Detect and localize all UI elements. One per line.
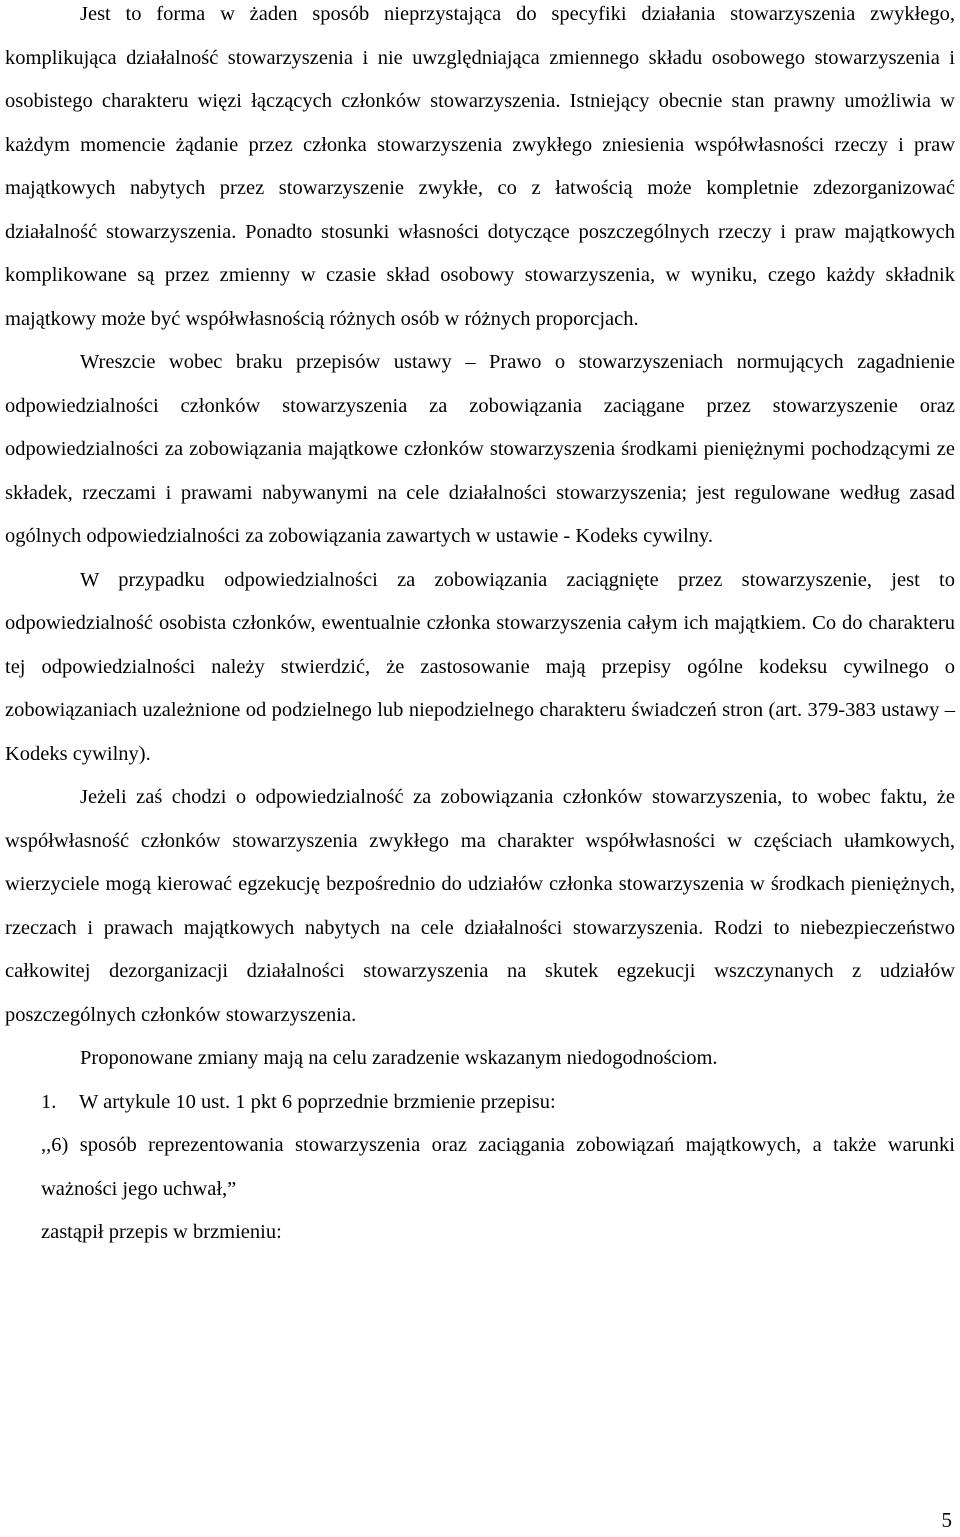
list-item-text: W artykule 10 ust. 1 pkt 6 poprzednie brzmienie przepisu: bbox=[79, 1090, 556, 1113]
closing-line: zastąpił przepis w brzmieniu: bbox=[41, 1221, 282, 1243]
paragraph-2: Wreszcie wobec braku przepisów ustawy – Prawo o stowarzyszeniach normujących zagadnienie odpowiedzialności członków stowarzyszenia za zobowiązania zaciągane przez stowarzyszenie oraz odpowiedzialności za zobowiązania majątkowe członków stowarzyszenia środkami pieniężnymi pochodzącymi ze składek, rzeczami i prawami nabywanymi na cele działalności stowarzyszenia; jest regulowane według zasad ogólnych odpowiedzialności za zobowiązania zawartych w ustawie - Kodeks cywilny. bbox=[5, 351, 955, 547]
paragraph-4: Jeżeli zaś chodzi o odpowiedzialność za zobowiązania członków stowarzyszenia, to wobec faktu, że współwłasność członków stowarzyszenia zwykłego ma charakter współwłasności w częściach ułamkowych, wierzyciele mogą kierować egzekucję bezpośrednio do udziałów członka stowarzyszenia w środkach pieniężnych, rzeczach i prawach majątkowych nabytych na cele działalności stowarzyszenia. Rodzi to niebezpieczeństwo całkowitej dezorganizacji działalności stowarzyszenia na skutek egzekucji wszczynanych z udziałów poszczególnych członków stowarzyszenia. bbox=[5, 786, 955, 1026]
paragraph-5: Proponowane zmiany mają na celu zaradzenie wskazanym niedogodnościom. bbox=[80, 1047, 718, 1069]
page-number: 5 bbox=[941, 1508, 952, 1532]
list-item-1 bbox=[5, 1081, 955, 1125]
paragraph-3: W przypadku odpowiedzialności za zobowiązania zaciągnięte przez stowarzyszenie, jest to odpowiedzialność osobista członków, ewentualnie członka stowarzyszenia całym ich majątkiem. Co do charakteru tej odpowiedzialności należy stwierdzić, że zastosowanie mają przepisy ogólne kodeksu cywilnego o zobowiązaniach uzależnione od podzielnego lub niepodzielnego charakteru świadczeń stron (art. 379-383 ustawy – Kodeks cywilny). bbox=[5, 568, 955, 765]
quoted-provision: ,,6) sposób reprezentowania stowarzyszenia oraz zaciągania zobowiązań majątkowych, a także warunki ważności jego uchwał,” bbox=[41, 1134, 955, 1200]
paragraph-1: Jest to forma w żaden sposób nieprzystająca do specyfiki działania stowarzyszenia zwykłego, komplikująca działalność stowarzyszenia i nie uwzględniająca zmiennego składu osobowego stowarzyszenia i osobistego charakteru więzi łączących członków stowarzyszenia. Istniejący obecnie stan prawny umożliwia w każdym momencie żądanie przez członka stowarzyszenia zwykłego zniesienia współwłasności rzeczy i praw majątkowych nabytych przez stowarzyszenie zwykłe, co z łatwością może kompletnie zdezorganizować działalność stowarzyszenia. Ponadto stosunki własności dotyczące poszczególnych rzeczy i praw majątkowych komplikowane są przez zmienny w czasie skład osobowy stowarzyszenia, w wyniku, czego każdy składnik majątkowy może być współwłasnością różnych osób w różnych proporcjach. bbox=[5, 3, 955, 330]
list-item-number: 1. bbox=[41, 1090, 57, 1113]
document-page bbox=[5, 0, 955, 1255]
